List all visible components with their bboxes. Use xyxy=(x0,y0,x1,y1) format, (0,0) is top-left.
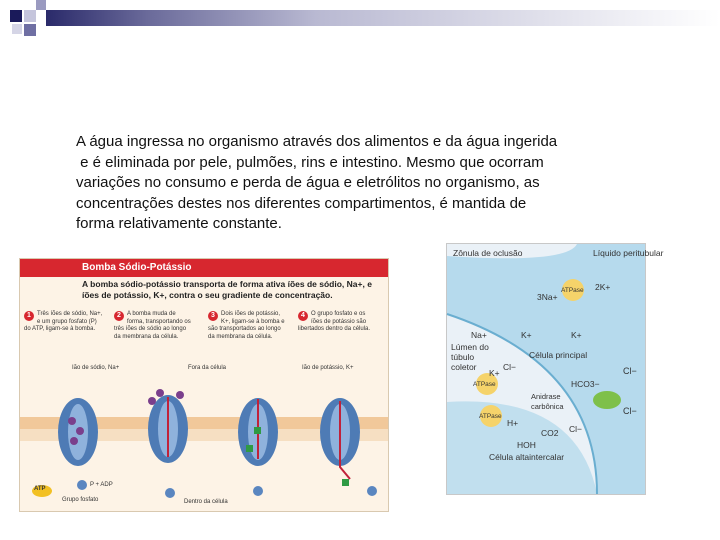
label-atpase-mid: ATPase xyxy=(473,381,496,388)
label-hoh: HOH xyxy=(517,440,536,450)
sodium-potassium-pump-figure xyxy=(19,258,389,512)
label-atpase-top: ATPase xyxy=(561,287,584,294)
figure-title: Bomba Sódio-Potássio xyxy=(20,259,388,277)
potassium-ion-square xyxy=(342,479,349,486)
paragraph-line: variações no consumo e perda de água e eletrólitos no organismo, as xyxy=(76,174,540,192)
label-intercalated-cell: Célula altaintercalar xyxy=(489,452,565,462)
label-peritubular-fluid: Líquido peritubular xyxy=(593,248,664,258)
step-3 xyxy=(208,311,288,341)
paragraph-line: A água ingressa no organismo através dos alimentos e da água ingerida xyxy=(76,133,558,150)
pump-protein-3 xyxy=(238,398,278,466)
step-text: Três íões de sódio, Na+, e um grupo fosfato (P) do ATP, ligam-se à bomba. xyxy=(24,311,103,332)
corner-square-light xyxy=(24,10,36,22)
label-2k: 2K+ xyxy=(595,282,611,292)
label-sodium-ion: Ião de sódio, Na+ xyxy=(72,365,120,371)
corner-square-pale xyxy=(12,24,22,34)
collecting-tubule-figure xyxy=(446,243,664,495)
sodium-ion-dot xyxy=(76,427,84,435)
label-occlusion-zone: Zônula de oclusão xyxy=(453,248,523,258)
label-inside-cell: Dentro da célula xyxy=(184,499,228,505)
step-number: 4 xyxy=(298,311,308,321)
phosphate-circle xyxy=(77,480,87,490)
sodium-ion-dot xyxy=(68,417,76,425)
paragraph-line: forma relativamente constante. xyxy=(76,215,282,233)
paragraph-line: concentrações destes nos diferentes compartimentos, é mantida de xyxy=(76,194,527,212)
corner-square-blue xyxy=(24,24,36,36)
step-text: O grupo fosfato e os íões de potássio são libertados dentro da célula. xyxy=(298,311,371,332)
step-text: A bomba muda de forma, transportando os três íões de sódio ao longo da membrana da célula. xyxy=(114,311,191,340)
step-2 xyxy=(114,311,194,341)
label-k-2: K+ xyxy=(571,330,582,340)
label-cl-outside-top: Cl− xyxy=(623,366,637,376)
label-potassium-ion: Ião de potássio, K+ xyxy=(302,365,354,371)
label-3na: 3Na+ xyxy=(537,292,558,302)
label-carbonic-anhydrase: Anidrase carbônica xyxy=(531,392,564,411)
step-number: 1 xyxy=(24,311,34,321)
sodium-ion-dot xyxy=(156,389,164,397)
pump-protein-2 xyxy=(148,389,188,463)
label-h-plus: H+ xyxy=(507,418,519,428)
sodium-ion-dot xyxy=(176,391,184,399)
potassium-ion-square xyxy=(246,445,253,452)
label-atp: ATP xyxy=(34,486,46,492)
corner-square-dark xyxy=(10,10,22,22)
label-phosphate-group: Grupo fosfato xyxy=(62,497,99,503)
step-4 xyxy=(298,311,378,334)
label-na: Na+ xyxy=(471,330,487,340)
pump-protein-4 xyxy=(320,398,360,486)
label-cl-lumen: Cl− xyxy=(503,362,516,372)
label-outside-cell: Fora da célula xyxy=(188,365,227,371)
label-k-1: K+ xyxy=(521,330,532,340)
corner-square-mid xyxy=(36,0,46,10)
phosphate-circle xyxy=(165,488,175,498)
label-co2: CO2 xyxy=(541,428,559,438)
main-paragraph xyxy=(76,132,636,235)
header-band xyxy=(46,10,720,26)
sodium-ion-dot xyxy=(148,397,156,405)
label-cl-mid: Cl− xyxy=(569,424,582,434)
pump-protein-1 xyxy=(58,398,98,466)
label-k-plus: K+ xyxy=(489,368,500,378)
potassium-ion-square xyxy=(254,427,261,434)
step-text: Dois íões de potássio, K+, ligam-se à bomba e são transportados ao longo da membrana da célula. xyxy=(208,311,285,340)
exchanger-ellipse xyxy=(593,391,621,409)
label-atpase-low: ATPase xyxy=(479,413,502,420)
step-number: 2 xyxy=(114,311,124,321)
label-hco3: HCO3− xyxy=(571,379,600,389)
paragraph-line: e é eliminada por pele, pulmões, rins e intestino. Mesmo que ocorram xyxy=(76,153,544,171)
step-number: 3 xyxy=(208,311,218,321)
label-p-adp: P + ADP xyxy=(90,482,113,488)
step-1 xyxy=(24,311,104,334)
sodium-ion-dot xyxy=(70,437,78,445)
label-lumen: Lúmen do túbulo coletor xyxy=(451,342,489,372)
label-main-cell: Célula principal xyxy=(529,350,588,360)
label-cl-outside-low: Cl− xyxy=(623,406,637,416)
figure-subtitle: A bomba sódio-potássio transporta de forma ativa íões de sódio, Na+, e íões de potássio, K+, contra o seu gradiente de concentração. xyxy=(82,279,372,300)
membrane-illustration xyxy=(20,387,388,507)
phosphate-circle xyxy=(253,486,263,496)
phosphate-circle xyxy=(367,486,377,496)
